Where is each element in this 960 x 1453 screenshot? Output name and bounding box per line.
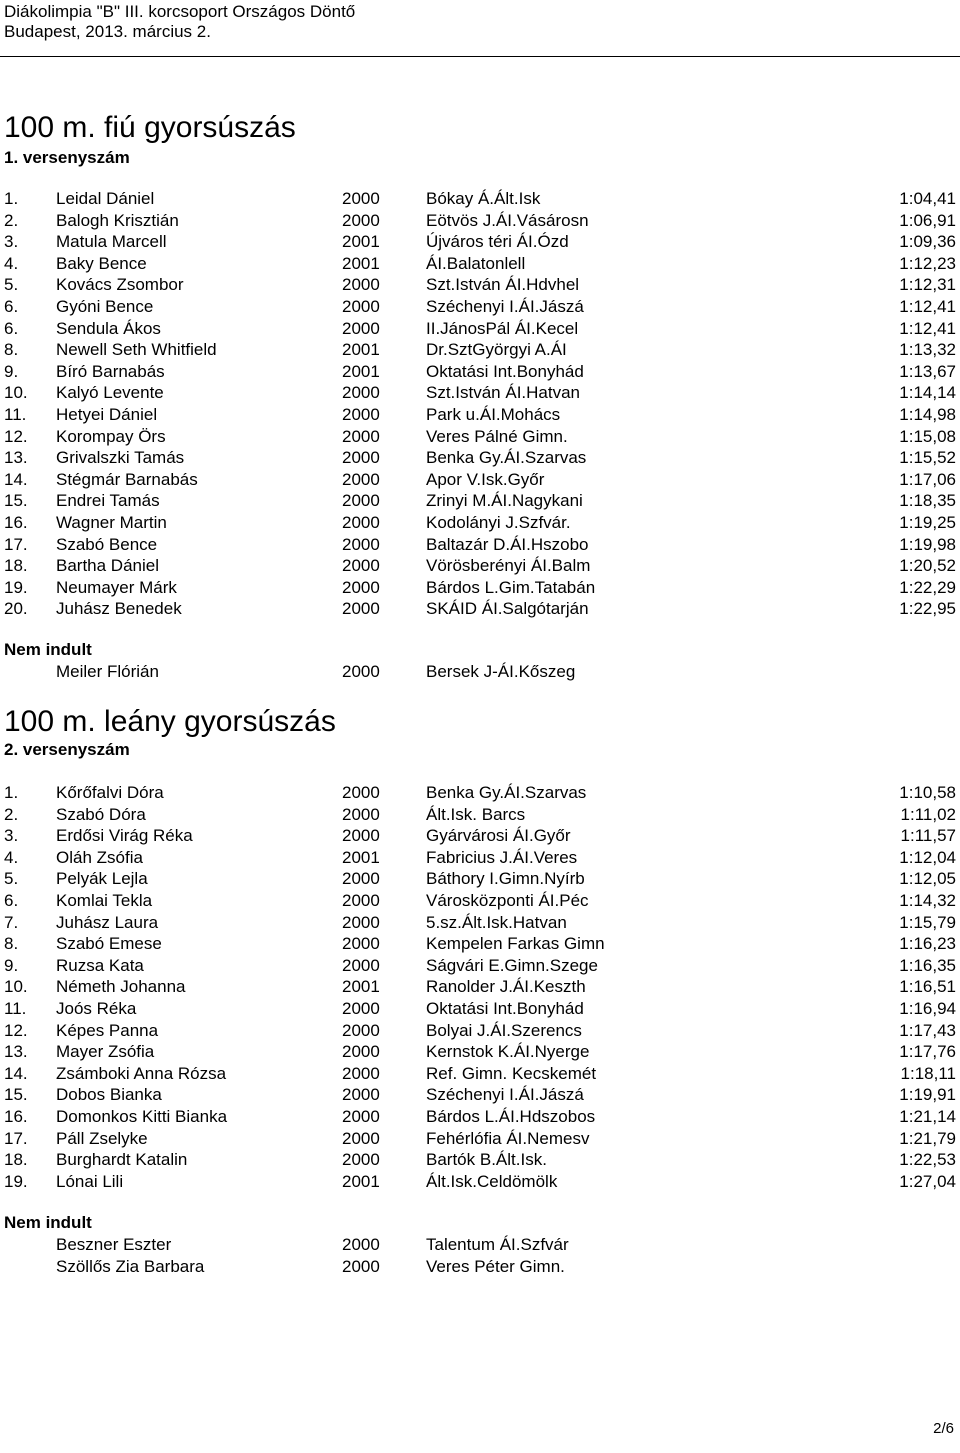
school-name: Benka Gy.ÁI.Szarvas bbox=[426, 783, 587, 802]
birth-year: 2001 bbox=[342, 340, 380, 360]
athlete-name: Baky Bence bbox=[56, 253, 147, 273]
result-row bbox=[0, 912, 960, 934]
athlete-name: Szabó Emese bbox=[56, 934, 162, 954]
athlete-name: Beszner Eszter bbox=[56, 1235, 172, 1254]
not-started-heading-girls: Nem indult bbox=[4, 1213, 92, 1232]
result-time: 1:22,29 bbox=[899, 577, 956, 597]
athlete-name: Sendula Ákos bbox=[56, 318, 161, 338]
birth-year: 2000 bbox=[342, 469, 380, 489]
birth-year: 2001 bbox=[342, 361, 380, 381]
result-row bbox=[0, 998, 960, 1020]
result-time: 1:09,36 bbox=[899, 232, 956, 252]
birth-year: 2000 bbox=[342, 1020, 380, 1040]
result-time: 1:11,02 bbox=[900, 804, 956, 824]
school-name: Baltazár D.ÁI.Hszobo bbox=[426, 534, 589, 554]
result-row bbox=[0, 825, 960, 847]
athlete-name: Matula Marcell bbox=[56, 232, 167, 252]
result-row bbox=[0, 210, 960, 232]
school-name: Ref. Gimn. Kecskemét bbox=[426, 1063, 597, 1083]
birth-year: 2000 bbox=[342, 1063, 380, 1083]
athlete-name: Domonkos Kitti Bianka bbox=[56, 1106, 228, 1126]
birth-year: 2001 bbox=[342, 232, 380, 252]
athlete-name: Burghardt Katalin bbox=[56, 1150, 188, 1170]
result-time: 1:12,31 bbox=[899, 275, 956, 295]
result-place: 18. bbox=[4, 556, 28, 576]
result-time: 1:15,08 bbox=[899, 426, 956, 446]
birth-year: 2000 bbox=[342, 491, 380, 511]
result-place: 9. bbox=[4, 955, 19, 975]
result-place: 12. bbox=[4, 426, 28, 446]
school-name: Széchenyi I.ÁI.Jászá bbox=[426, 1085, 584, 1105]
result-time: 1:22,53 bbox=[899, 1150, 956, 1170]
athlete-name: Bartha Dániel bbox=[56, 556, 160, 576]
result-place: 15. bbox=[4, 1085, 28, 1105]
birth-year: 2000 bbox=[342, 826, 380, 846]
school-name: II.JánosPál ÁI.Kecel bbox=[426, 318, 579, 338]
section-title-boys: 100 m. fiú gyorsúszás bbox=[4, 111, 296, 144]
birth-year: 2000 bbox=[342, 404, 380, 424]
school-name: SKÁID ÁI.Salgótarján bbox=[426, 599, 589, 619]
result-row bbox=[0, 361, 960, 383]
result-time: 1:19,98 bbox=[899, 534, 956, 554]
athlete-name: Korompay Örs bbox=[56, 426, 166, 446]
result-time: 1:15,52 bbox=[899, 448, 956, 468]
result-row bbox=[0, 447, 960, 469]
school-name: Bolyai J.ÁI.Szerencs bbox=[426, 1020, 582, 1040]
result-row bbox=[0, 1106, 960, 1128]
birth-year: 2001 bbox=[342, 977, 380, 997]
result-row bbox=[0, 782, 960, 804]
result-place: 7. bbox=[4, 912, 19, 932]
birth-year: 2000 bbox=[342, 426, 380, 446]
birth-year: 2000 bbox=[342, 512, 380, 532]
result-time: 1:12,41 bbox=[899, 296, 956, 316]
not-started-row bbox=[0, 1256, 960, 1278]
birth-year: 2001 bbox=[342, 847, 380, 867]
athlete-name: Németh Johanna bbox=[56, 977, 186, 997]
result-row bbox=[0, 469, 960, 491]
birth-year: 2000 bbox=[342, 189, 380, 208]
school-name: Dr.SztGyörgyi A.ÁI bbox=[426, 340, 567, 360]
birth-year: 2000 bbox=[342, 998, 380, 1018]
result-place: 12. bbox=[4, 1020, 28, 1040]
birth-year: 2000 bbox=[342, 662, 380, 681]
result-row bbox=[0, 188, 960, 210]
school-name: Bersek J-ÁI.Kőszeg bbox=[426, 662, 576, 681]
athlete-name: Kalyó Levente bbox=[56, 383, 164, 403]
result-time: 1:14,98 bbox=[899, 404, 956, 424]
school-name: Zrinyi M.ÁI.Nagykani bbox=[426, 491, 583, 511]
birth-year: 2000 bbox=[342, 1128, 380, 1148]
section-event-number-girls: 2. versenyszám bbox=[4, 740, 130, 759]
result-time: 1:11,57 bbox=[900, 826, 956, 846]
result-place: 3. bbox=[4, 232, 19, 252]
birth-year: 2000 bbox=[342, 210, 380, 230]
birth-year: 2001 bbox=[342, 1171, 380, 1191]
school-name: Kempelen Farkas Gimn bbox=[426, 934, 605, 954]
birth-year: 2000 bbox=[342, 556, 380, 576]
result-time: 1:12,23 bbox=[899, 253, 956, 273]
school-name: Gyárvárosi ÁI.Győr bbox=[426, 826, 571, 846]
not-started-list-girls bbox=[0, 1234, 960, 1277]
school-name: Veres Pálné Gimn. bbox=[426, 426, 568, 446]
result-place: 2. bbox=[4, 804, 19, 824]
athlete-name: Szabó Bence bbox=[56, 534, 158, 554]
result-row bbox=[0, 577, 960, 599]
athlete-name: Neumayer Márk bbox=[56, 577, 177, 597]
not-started-row bbox=[0, 661, 960, 683]
result-place: 18. bbox=[4, 1150, 28, 1170]
athlete-name: Hetyei Dániel bbox=[56, 404, 158, 424]
birth-year: 2000 bbox=[342, 534, 380, 554]
school-name: Bárdos L.Gim.Tatabán bbox=[426, 577, 596, 597]
results-table-boys bbox=[0, 188, 960, 620]
result-row bbox=[0, 318, 960, 340]
birth-year: 2000 bbox=[342, 934, 380, 954]
result-time: 1:12,41 bbox=[899, 318, 956, 338]
athlete-name: Kovács Zsombor bbox=[56, 275, 184, 295]
document-header-title: Diákolimpia "B" III. korcsoport Országos Döntő bbox=[4, 2, 356, 21]
birth-year: 2000 bbox=[342, 869, 380, 889]
result-time: 1:21,79 bbox=[899, 1128, 956, 1148]
results-table-girls bbox=[0, 782, 960, 1192]
result-row bbox=[0, 339, 960, 361]
birth-year: 2000 bbox=[342, 1106, 380, 1126]
result-row bbox=[0, 933, 960, 955]
result-row bbox=[0, 847, 960, 869]
result-place: 13. bbox=[4, 1042, 28, 1062]
result-place: 19. bbox=[4, 1171, 28, 1191]
result-place: 13. bbox=[4, 448, 28, 468]
header-divider bbox=[0, 56, 960, 57]
athlete-name: Gyóni Bence bbox=[56, 296, 154, 316]
result-row bbox=[0, 1063, 960, 1085]
school-name: Kernstok K.ÁI.Nyerge bbox=[426, 1042, 590, 1062]
result-place: 20. bbox=[4, 599, 28, 619]
school-name: Városközponti ÁI.Péc bbox=[426, 890, 589, 910]
school-name: Ranolder J.ÁI.Keszth bbox=[426, 977, 586, 997]
result-place: 2. bbox=[4, 210, 19, 230]
result-time: 1:15,79 bbox=[899, 912, 956, 932]
result-place: 5. bbox=[4, 869, 19, 889]
page-number: 2/6 bbox=[933, 1420, 954, 1437]
birth-year: 2000 bbox=[342, 577, 380, 597]
athlete-name: Dobos Bianka bbox=[56, 1085, 162, 1105]
school-name: Benka Gy.ÁI.Szarvas bbox=[426, 448, 587, 468]
athlete-name: Páll Zselyke bbox=[56, 1128, 148, 1148]
result-row bbox=[0, 804, 960, 826]
athlete-name: Joós Réka bbox=[56, 998, 137, 1018]
athlete-name: Mayer Zsófia bbox=[56, 1042, 155, 1062]
school-name: Fehérlófia ÁI.Nemesv bbox=[426, 1128, 590, 1148]
result-time: 1:27,04 bbox=[899, 1171, 956, 1191]
school-name: Oktatási Int.Bonyhád bbox=[426, 361, 584, 381]
school-name: 5.sz.Ált.Isk.Hatvan bbox=[426, 912, 567, 932]
birth-year: 2000 bbox=[342, 275, 380, 295]
result-time: 1:10,58 bbox=[899, 783, 956, 802]
athlete-name: Erdősi Virág Réka bbox=[56, 826, 193, 846]
result-time: 1:13,67 bbox=[899, 361, 956, 381]
birth-year: 2000 bbox=[342, 1256, 380, 1276]
result-place: 14. bbox=[4, 1063, 28, 1083]
athlete-name: Meiler Flórián bbox=[56, 662, 159, 681]
result-row bbox=[0, 231, 960, 253]
birth-year: 2000 bbox=[342, 804, 380, 824]
result-time: 1:18,35 bbox=[899, 491, 956, 511]
result-row bbox=[0, 490, 960, 512]
athlete-name: Kőrőfalvi Dóra bbox=[56, 783, 164, 802]
result-place: 4. bbox=[4, 253, 19, 273]
birth-year: 2000 bbox=[342, 783, 380, 802]
birth-year: 2000 bbox=[342, 448, 380, 468]
result-time: 1:17,06 bbox=[899, 469, 956, 489]
birth-year: 2000 bbox=[342, 890, 380, 910]
athlete-name: Wagner Martin bbox=[56, 512, 167, 532]
birth-year: 2000 bbox=[342, 296, 380, 316]
athlete-name: Oláh Zsófia bbox=[56, 847, 143, 867]
birth-year: 2000 bbox=[342, 955, 380, 975]
birth-year: 2000 bbox=[342, 1085, 380, 1105]
result-time: 1:14,14 bbox=[899, 383, 956, 403]
result-place: 1. bbox=[4, 783, 19, 802]
athlete-name: Ruzsa Kata bbox=[56, 955, 144, 975]
athlete-name: Juhász Benedek bbox=[56, 599, 182, 619]
result-row bbox=[0, 382, 960, 404]
result-place: 4. bbox=[4, 847, 19, 867]
section-title-girls: 100 m. leány gyorsúszás bbox=[4, 705, 336, 738]
result-row bbox=[0, 868, 960, 890]
school-name: Oktatási Int.Bonyhád bbox=[426, 998, 584, 1018]
result-time: 1:04,41 bbox=[899, 189, 956, 208]
result-place: 17. bbox=[4, 534, 28, 554]
result-place: 6. bbox=[4, 890, 19, 910]
athlete-name: Zsámboki Anna Rózsa bbox=[56, 1063, 227, 1083]
document-header-date: Budapest, 2013. március 2. bbox=[4, 22, 211, 41]
result-time: 1:19,91 bbox=[899, 1085, 956, 1105]
birth-year: 2000 bbox=[342, 1150, 380, 1170]
result-place: 11. bbox=[4, 998, 27, 1018]
school-name: Talentum ÁI.Szfvár bbox=[426, 1235, 569, 1254]
result-time: 1:12,04 bbox=[899, 847, 956, 867]
result-time: 1:21,14 bbox=[899, 1106, 956, 1126]
result-place: 10. bbox=[4, 977, 28, 997]
result-row bbox=[0, 1149, 960, 1171]
school-name: Ált.Isk.Celdömölk bbox=[426, 1171, 558, 1191]
athlete-name: Bíró Barnabás bbox=[56, 361, 165, 381]
athlete-name: Stégmár Barnabás bbox=[56, 469, 198, 489]
result-row bbox=[0, 1171, 960, 1193]
school-name: Ált.Isk. Barcs bbox=[426, 804, 526, 824]
not-started-heading-boys: Nem indult bbox=[4, 640, 92, 659]
result-time: 1:18,11 bbox=[900, 1063, 956, 1083]
result-time: 1:13,32 bbox=[899, 340, 956, 360]
result-row bbox=[0, 890, 960, 912]
school-name: Park u.ÁI.Mohács bbox=[426, 404, 561, 424]
result-place: 8. bbox=[4, 340, 19, 360]
birth-year: 2000 bbox=[342, 1235, 380, 1254]
school-name: Ságvári E.Gimn.Szege bbox=[426, 955, 598, 975]
result-time: 1:17,76 bbox=[899, 1042, 956, 1062]
result-time: 1:22,95 bbox=[899, 599, 956, 619]
result-time: 1:19,25 bbox=[899, 512, 956, 532]
result-time: 1:14,32 bbox=[899, 890, 956, 910]
result-place: 6. bbox=[4, 296, 19, 316]
birth-year: 2001 bbox=[342, 253, 380, 273]
result-place: 19. bbox=[4, 577, 28, 597]
result-time: 1:20,52 bbox=[899, 556, 956, 576]
result-row bbox=[0, 1020, 960, 1042]
result-place: 8. bbox=[4, 934, 19, 954]
athlete-name: Newell Seth Whitfield bbox=[56, 340, 217, 360]
school-name: Újváros téri ÁI.Ózd bbox=[426, 232, 569, 252]
result-row bbox=[0, 955, 960, 977]
result-row bbox=[0, 512, 960, 534]
result-time: 1:12,05 bbox=[899, 869, 956, 889]
athlete-name: Lónai Lili bbox=[56, 1171, 124, 1191]
result-place: 11. bbox=[4, 404, 27, 424]
result-place: 9. bbox=[4, 361, 19, 381]
athlete-name: Szöllős Zia Barbara bbox=[56, 1256, 205, 1276]
section-event-number-boys: 1. versenyszám bbox=[4, 148, 130, 167]
athlete-name: Komlai Tekla bbox=[56, 890, 153, 910]
result-row bbox=[0, 1041, 960, 1063]
school-name: Széchenyi I.ÁI.Jászá bbox=[426, 296, 584, 316]
result-place: 16. bbox=[4, 512, 28, 532]
birth-year: 2000 bbox=[342, 1042, 380, 1062]
school-name: Veres Péter Gimn. bbox=[426, 1256, 565, 1276]
school-name: Bartók B.Ált.Isk. bbox=[426, 1150, 547, 1170]
result-row bbox=[0, 253, 960, 275]
result-place: 15. bbox=[4, 491, 28, 511]
birth-year: 2000 bbox=[342, 912, 380, 932]
result-place: 6. bbox=[4, 318, 19, 338]
not-started-row bbox=[0, 1234, 960, 1256]
school-name: Fabricius J.ÁI.Veres bbox=[426, 847, 578, 867]
birth-year: 2000 bbox=[342, 599, 380, 619]
athlete-name: Pelyák Lejla bbox=[56, 869, 148, 889]
result-time: 1:16,51 bbox=[899, 977, 956, 997]
result-time: 1:06,91 bbox=[899, 210, 956, 230]
result-place: 5. bbox=[4, 275, 19, 295]
school-name: Kodolányi J.Szfvár. bbox=[426, 512, 571, 532]
result-row bbox=[0, 976, 960, 998]
result-row bbox=[0, 555, 960, 577]
result-row bbox=[0, 598, 960, 620]
athlete-name: Balogh Krisztián bbox=[56, 210, 179, 230]
birth-year: 2000 bbox=[342, 383, 380, 403]
school-name: Bárdos L.ÁI.Hdszobos bbox=[426, 1106, 596, 1126]
birth-year: 2000 bbox=[342, 318, 380, 338]
result-row bbox=[0, 1084, 960, 1106]
result-place: 17. bbox=[4, 1128, 28, 1148]
school-name: Báthory I.Gimn.Nyírb bbox=[426, 869, 585, 889]
result-row bbox=[0, 426, 960, 448]
result-time: 1:16,23 bbox=[899, 934, 956, 954]
result-place: 10. bbox=[4, 383, 28, 403]
school-name: Bókay Á.Ált.Isk bbox=[426, 189, 541, 208]
result-place: 16. bbox=[4, 1106, 28, 1126]
result-place: 3. bbox=[4, 826, 19, 846]
athlete-name: Szabó Dóra bbox=[56, 804, 146, 824]
athlete-name: Leidal Dániel bbox=[56, 189, 155, 208]
result-time: 1:16,94 bbox=[899, 998, 956, 1018]
not-started-list-boys bbox=[0, 661, 960, 683]
result-row bbox=[0, 404, 960, 426]
athlete-name: Juhász Laura bbox=[56, 912, 159, 932]
school-name: Vörösberényi ÁI.Balm bbox=[426, 556, 591, 576]
school-name: Eötvös J.ÁI.Vásárosn bbox=[426, 210, 589, 230]
school-name: ÁI.Balatonlell bbox=[426, 253, 526, 273]
athlete-name: Képes Panna bbox=[56, 1020, 159, 1040]
result-row bbox=[0, 296, 960, 318]
result-place: 1. bbox=[4, 189, 19, 208]
school-name: Szt.István ÁI.Hatvan bbox=[426, 383, 581, 403]
result-time: 1:17,43 bbox=[899, 1020, 956, 1040]
athlete-name: Grivalszki Tamás bbox=[56, 448, 185, 468]
school-name: Apor V.Isk.Győr bbox=[426, 469, 545, 489]
result-time: 1:16,35 bbox=[899, 955, 956, 975]
result-row bbox=[0, 274, 960, 296]
athlete-name: Endrei Tamás bbox=[56, 491, 160, 511]
result-place: 14. bbox=[4, 469, 28, 489]
result-row bbox=[0, 1128, 960, 1150]
result-row bbox=[0, 534, 960, 556]
school-name: Szt.István ÁI.Hdvhel bbox=[426, 275, 580, 295]
